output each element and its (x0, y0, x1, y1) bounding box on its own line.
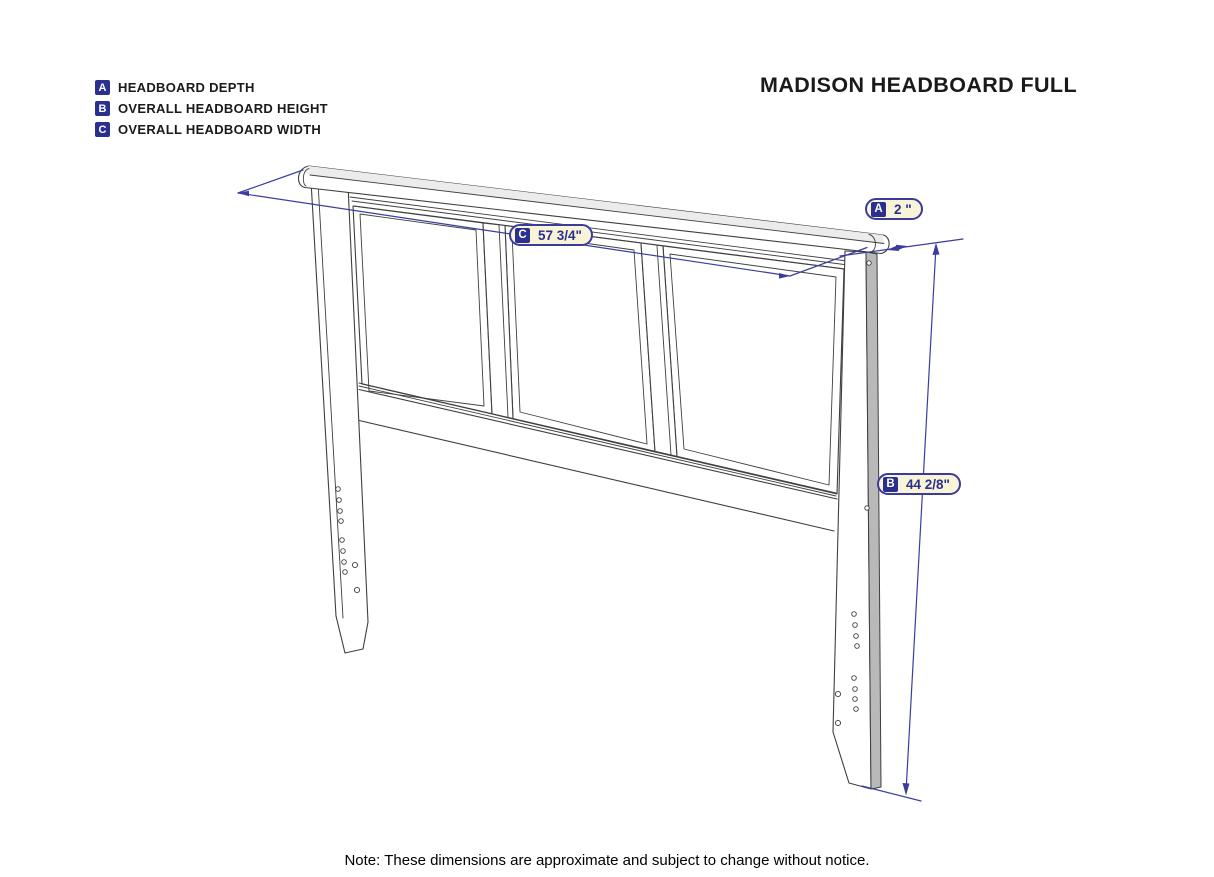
legend-item-width (95, 119, 328, 140)
mullions (483, 223, 677, 457)
dim-value: 2 " (894, 201, 912, 217)
legend (95, 77, 328, 140)
panels (353, 206, 844, 494)
dim-key-badge: A (871, 202, 886, 217)
left-leg (311, 181, 368, 653)
legend-item-height (95, 98, 328, 119)
legend-key-badge: B (95, 101, 110, 116)
arrowhead-icon (779, 273, 790, 279)
legend-label: OVERALL HEADBOARD HEIGHT (118, 101, 328, 116)
arrowhead-icon (896, 245, 907, 251)
page-title: MADISON HEADBOARD FULL (760, 73, 1077, 97)
crown-rail (298, 166, 889, 254)
footer-note: Note: These dimensions are approximate and subject to change without notice. (344, 852, 870, 869)
dim-value: 57 3/4" (538, 227, 582, 243)
legend-label: HEADBOARD DEPTH (118, 80, 255, 95)
legend-key-badge: C (95, 122, 110, 137)
legend-item-depth (95, 77, 328, 98)
dim-pill-depth (865, 198, 923, 220)
arrowhead-icon (933, 243, 940, 255)
legend-key-badge: A (95, 80, 110, 95)
dim-pill-height (877, 473, 961, 495)
dim-pill-width (509, 224, 593, 246)
dim-key-badge: B (883, 477, 898, 492)
dim-key-badge: C (515, 228, 530, 243)
right-leg (833, 251, 881, 789)
arrowhead-icon (903, 783, 910, 796)
bottom-rail (357, 383, 837, 531)
dim-value: 44 2/8" (906, 476, 950, 492)
legend-label: OVERALL HEADBOARD WIDTH (118, 122, 322, 137)
